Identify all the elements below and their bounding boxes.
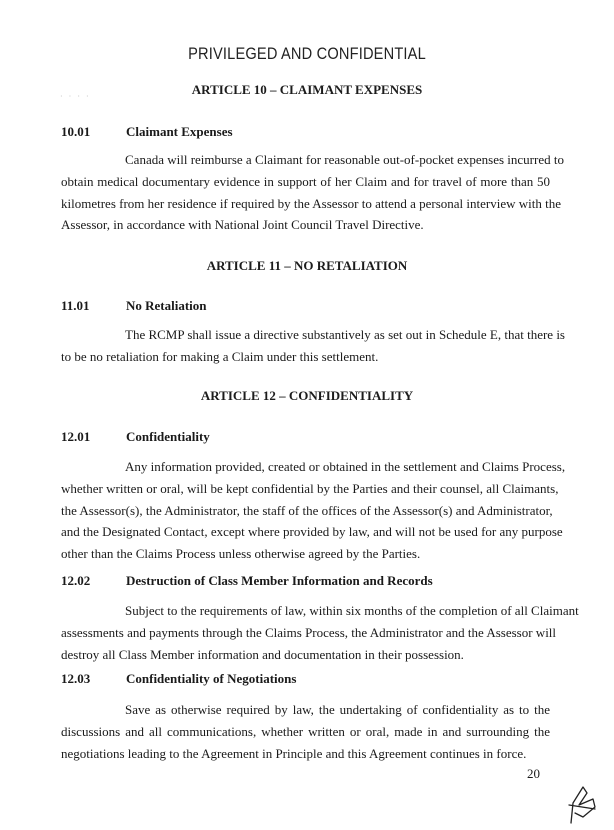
text-line: the Assessor(s), the Administrator, the staff of the offices of the Assessor(s) and Administrator,	[61, 502, 553, 518]
section-10-01-body	[61, 149, 564, 236]
section-12-03-title: Confidentiality of Negotiations	[126, 671, 297, 686]
text-line: other than the Claims Process unless otherwise agreed by the Parties.	[61, 546, 421, 562]
handwritten-initials-icon	[565, 783, 601, 825]
section-10-01-title: Claimant Expenses	[126, 124, 233, 139]
section-12-01-number: 12.01	[61, 429, 91, 444]
article-11-heading: ARTICLE 11 – NO RETALIATION	[206, 258, 408, 273]
text-line: and the Designated Contact, except where provided by law, and will not be used for any purpose	[61, 524, 563, 540]
article-12-heading: ARTICLE 12 – CONFIDENTIALITY	[200, 388, 414, 403]
text-line: discussions and all communications, whether written or oral, made in and surrounding the	[61, 723, 550, 739]
text-line: Assessor, in accordance with National Joint Council Travel Directive.	[61, 217, 424, 233]
text-line: to be no retaliation for making a Claim under this settlement.	[61, 348, 379, 364]
text-line: Save as otherwise required by law, the undertaking of confidentiality as to the	[125, 702, 550, 717]
text-line: Subject to the requirements of law, within six months of the completion of all Claimant	[125, 603, 579, 618]
section-12-02-number: 12.02	[61, 573, 91, 588]
text-line: Any information provided, created or obtained in the settlement and Claims Process,	[125, 459, 566, 474]
text-line: Canada will reimburse a Claimant for reasonable out-of-pocket expenses incurred to	[125, 152, 564, 167]
section-12-01-body	[61, 456, 566, 565]
section-12-02-body	[61, 600, 579, 665]
text-line: destroy all Class Member information and documentation in their possession.	[61, 646, 464, 662]
text-line: The RCMP shall issue a directive substantively as set out in Schedule E, that there is	[125, 327, 565, 342]
section-12-03-number: 12.03	[61, 671, 91, 686]
section-11-01-number: 11.01	[61, 298, 90, 313]
section-12-01-title: Confidentiality	[126, 429, 210, 444]
text-line: assessments and payments through the Claims Process, the Administrator and the Assessor will	[61, 624, 557, 640]
article-10-heading: ARTICLE 10 – CLAIMANT EXPENSES	[191, 82, 423, 97]
section-11-01-body	[61, 324, 565, 368]
section-12-02-title: Destruction of Class Member Information and Records	[126, 573, 433, 588]
page-number: 20	[527, 766, 540, 781]
section-10-01-number: 10.01	[61, 124, 91, 139]
scan-artifact: · · · ·	[60, 92, 91, 101]
section-11-01-title: No Retaliation	[126, 298, 207, 313]
privileged-banner: PRIVILEGED AND CONFIDENTIAL	[188, 44, 426, 63]
text-line: negotiations leading to the Agreement in Principle and this Agreement continues in force.	[61, 745, 527, 761]
section-12-03-body	[61, 699, 550, 764]
text-line: whether written or oral, will be kept confidential by the Parties and their counsel, all Claimants,	[61, 480, 559, 496]
text-line: obtain medical documentary evidence in support of her Claim and for travel of more than 50	[61, 173, 550, 189]
text-line: kilometres from her residence if required by the Assessor to attend a personal interview with the	[61, 195, 561, 211]
